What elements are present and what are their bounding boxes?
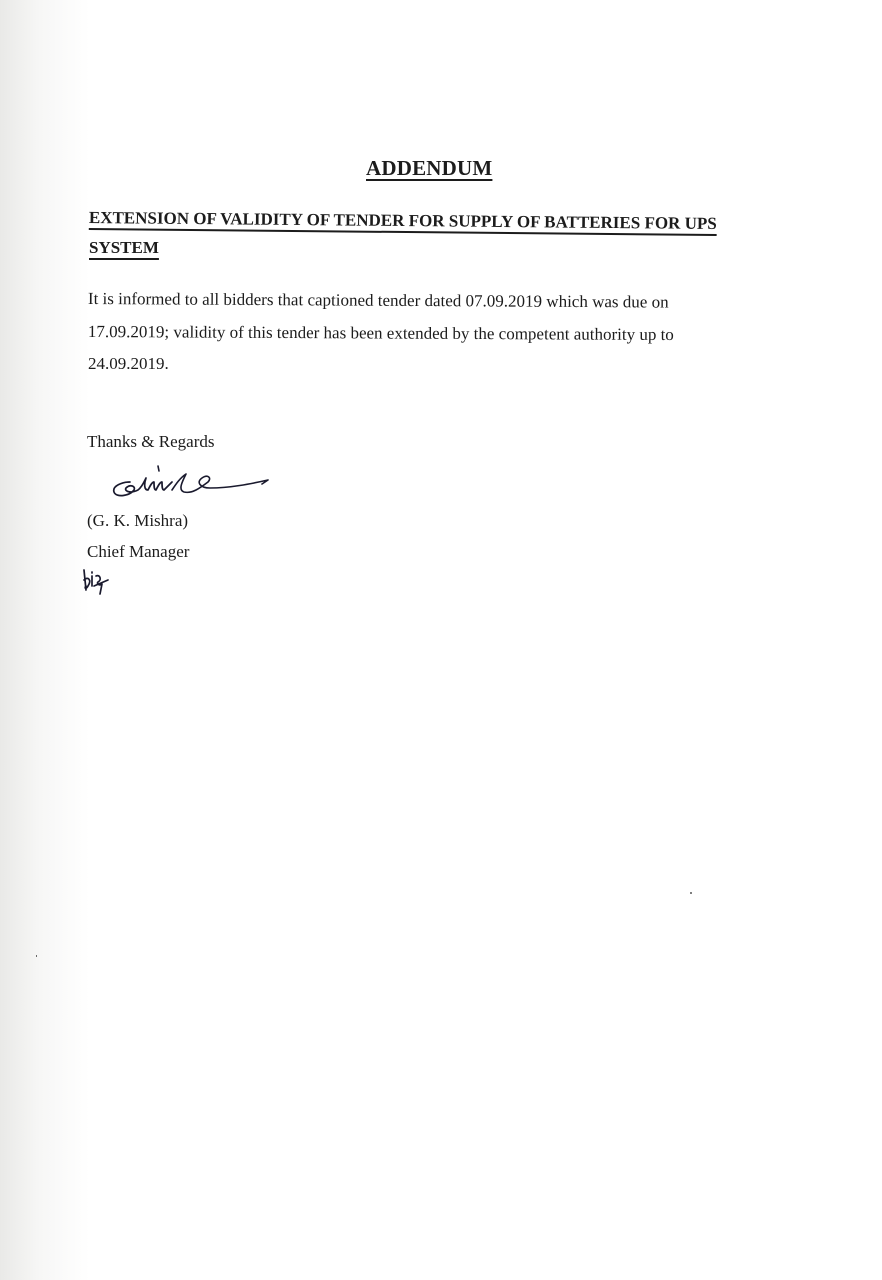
- subject-line-2: SYSTEM: [89, 238, 159, 257]
- paper-speck: [690, 892, 692, 894]
- signatory-designation: Chief Manager: [87, 542, 190, 561]
- document-title: ADDENDUM: [366, 156, 493, 180]
- initials-icon: [78, 566, 112, 596]
- paper-speck: [36, 955, 37, 957]
- body-line-3: 24.09.2019.: [88, 354, 169, 373]
- body-line-1: It is informed to all bidders that captioned tender dated 07.09.2019 which was due on: [87, 289, 669, 312]
- signatory-name: (G. K. Mishra): [87, 511, 189, 530]
- subject-line-1: EXTENSION OF VALIDITY OF TENDER FOR SUPPLY OF BATTERIES FOR UPS: [88, 208, 717, 234]
- body-line-2: 17.09.2019; validity of this tender has been extended by the competent authority up to: [87, 322, 674, 345]
- closing-text: Thanks & Regards: [87, 432, 215, 451]
- signature-icon: [100, 460, 280, 508]
